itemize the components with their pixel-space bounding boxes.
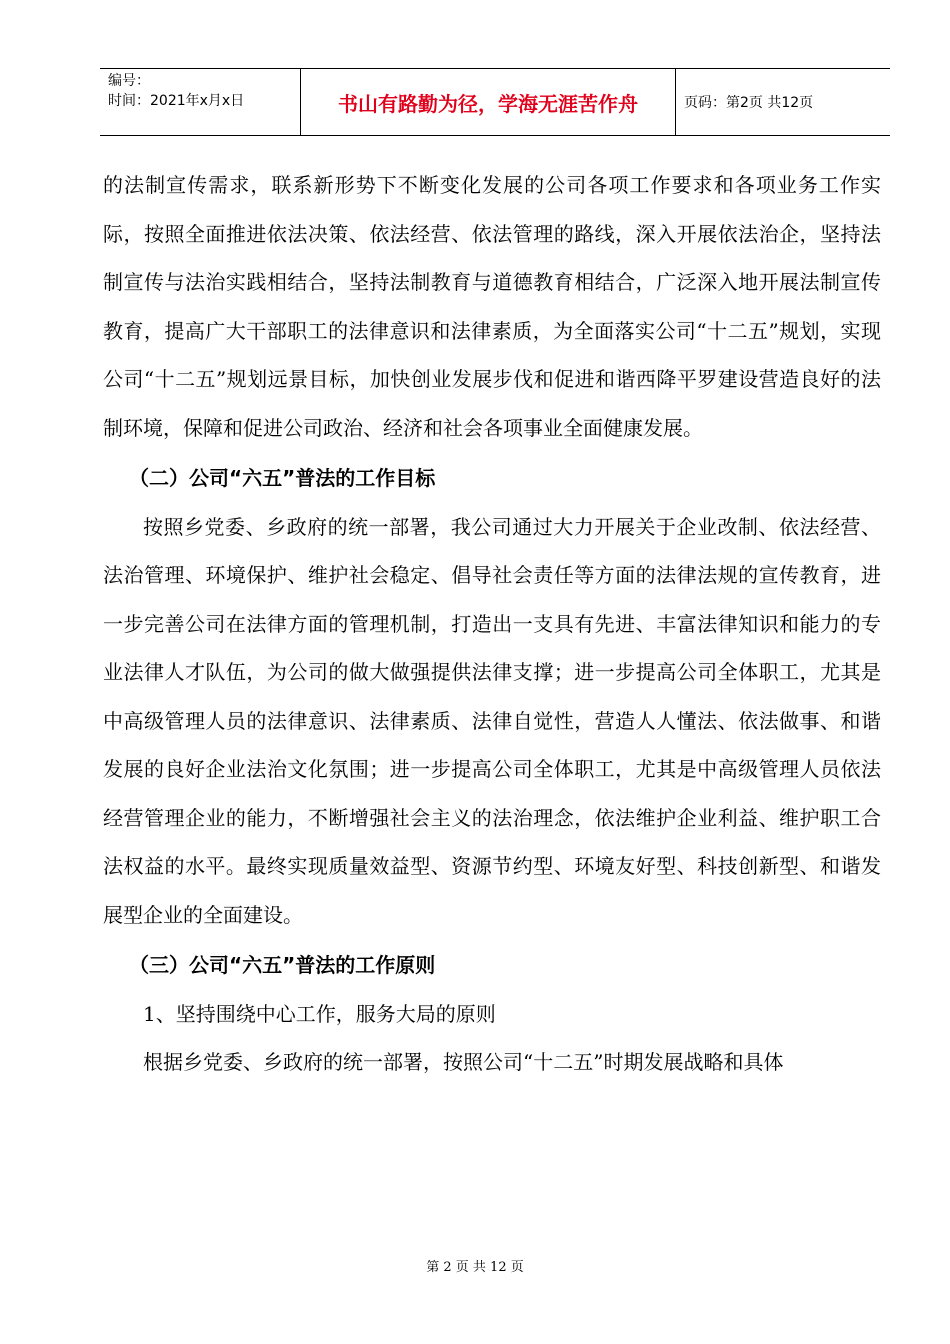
section-heading-goals: （二）公司“六五”普法的工作目标 <box>129 466 436 490</box>
header-page-info: 页码：第2页 共12页 <box>684 95 814 111</box>
principle-item-1: 1、坚持围绕中心工作，服务大局的原则 <box>143 1001 496 1026</box>
document-number-label: 编号： <box>108 73 150 89</box>
document-time-label: 时间：2021年x月x日 <box>108 93 245 109</box>
section-heading-principles: （三）公司“六五”普法的工作原则 <box>129 953 436 977</box>
page-header <box>100 68 890 136</box>
paragraph-principle-1: 根据乡党委、乡政府的统一部署，按照公司“十二五”时期发展战略和具体 <box>143 1050 784 1074</box>
paragraph-continuation: 的法制宣传需求，联系新形势下不断变化发展的公司各项工作要求和各项业务工作实际，按照全面推进依法决策、依法经营、依法管理的路线，深入开展依法治企，坚持法制宣传与法治实践相结合，坚持法制教育与道德教育相结合，广泛深入地开展法制宣传教育，提高广大干部职工的法律意识和法律素质，为全面落实公司“十二五”规划，实现公司“十二五”规划远景目标，加快创业发展步伐和促进和谐西降平罗建设营造良好的法制环境，保障和促进公司政治、经济和社会各项事业全面健康发展。 <box>103 173 881 440</box>
paragraph-goals: 按照乡党委、乡政府的统一部署，我公司通过大力开展关于企业改制、依法经营、法治管理、环境保护、维护社会稳定、倡导社会责任等方面的法律法规的宣传教育，进一步完善公司在法律方面的管理机制，打造出一支具有先进、丰富法律知识和能力的专业法律人才队伍，为公司的做大做强提供法律支撑；进一步提高公司全体职工，尤其是中高级管理人员的法律意识、法律素质、法律自觉性，营造人人懂法、依法做事、和谐发展的良好企业法治文化氛围；进一步提高公司全体职工，尤其是中高级管理人员依法经营管理企业的能力，不断增强社会主义的法治理念，依法维护企业利益、维护职工合法权益的水平。最终实现质量效益型、资源节约型、环境友好型、科技创新型、和谐发展型企业的全面建设。 <box>103 514 881 927</box>
page-footer: 第 2 页 共 12 页 <box>426 1260 524 1275</box>
header-meta <box>100 69 301 135</box>
document-body <box>103 161 881 1087</box>
header-motto: 书山有路勤为径，学海无涯苦作舟 <box>301 69 676 135</box>
